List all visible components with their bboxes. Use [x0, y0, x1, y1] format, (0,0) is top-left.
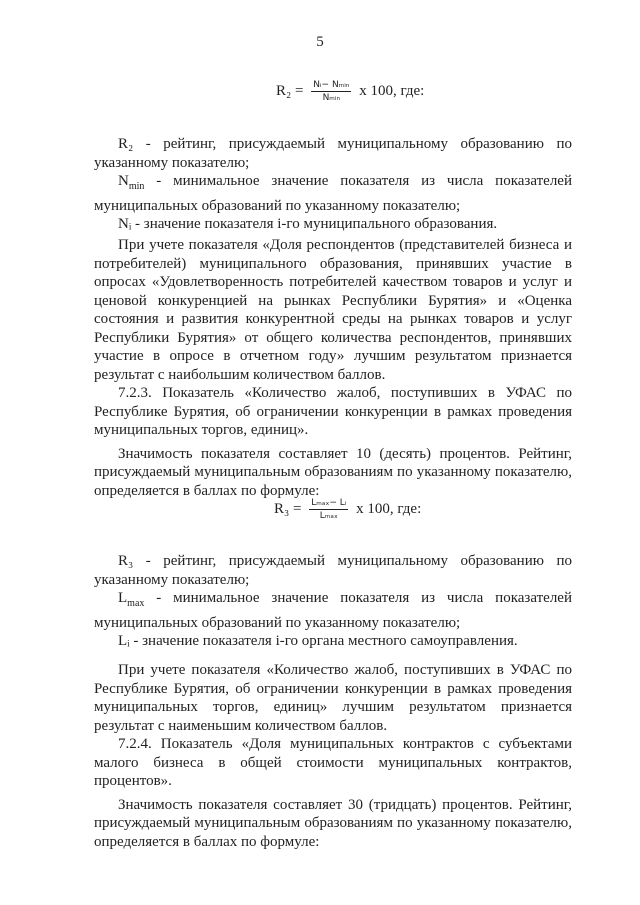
formula-r2 — [276, 80, 424, 103]
formula-tail: x 100, где: — [359, 83, 425, 99]
formula-numerator: Nᵢ− Nₘᵢₙ — [313, 80, 350, 90]
section-heading-7-2-4: 7.2.4. Показатель «Доля муниципальных контрактов с субъектами малого бизнеса в общей стоимости муниципальных контрактов, процентов». — [94, 736, 572, 789]
paragraph: Значимость показателя составляет 30 (тридцать) процентов. Рейтинг, присуждаемый муниципальным образованиям по указанному показателю, определяется в баллах по формуле: — [94, 796, 572, 850]
formula-denominator: Lₘₐₓ — [319, 511, 338, 521]
section-heading-7-2-3: 7.2.3. Показатель «Количество жалоб, поступивших в УФАС по Республике Бурятия, об ограничении конкуренции в рамках проведения муниципальных торгов, единиц». — [94, 385, 572, 438]
formula-fraction — [309, 498, 348, 521]
formula-tail: x 100, где: — [356, 501, 422, 517]
legend-item: R₂ - рейтинг, присуждаемый муниципальному образованию по указанному показателю; — [94, 136, 572, 171]
legend-item: $N_{min}$ - минимальное значение показателя из числа показателей муниципальных образований по указанному показателю; — [94, 173, 572, 214]
page-number: 5 — [316, 34, 324, 50]
main-text-block-1 — [94, 236, 572, 500]
legend-block-1 — [94, 135, 572, 234]
paragraph: Значимость показателя составляет 10 (десять) процентов. Рейтинг, присуждаемый муниципальным образованиям по указанному показателю, определяется в баллах по формуле: — [94, 445, 572, 499]
formula-numerator: Lₘₐₓ− Lᵢ — [311, 498, 347, 508]
formula-lhs: R₃ = — [274, 501, 302, 517]
formula-fraction — [311, 80, 351, 103]
formula-lhs: R₂ = — [276, 83, 304, 99]
formula-r3 — [274, 498, 421, 521]
legend-item: $L_{max}$ - минимальное значение показателя из числа показателей муниципальных образований по указанному показателю; — [94, 590, 572, 631]
main-text-block-2 — [94, 661, 572, 851]
legend-item: Lᵢ - значение показателя i-го органа местного самоуправления. — [118, 633, 518, 649]
formula-denominator: Nₘᵢₙ — [322, 93, 341, 103]
legend-item: R₃ - рейтинг, присуждаемый муниципальному образованию по указанному показателю; — [94, 553, 572, 588]
legend-block-2 — [94, 552, 572, 651]
legend-item: Nᵢ - значение показателя i-го муниципального образования. — [118, 216, 498, 232]
paragraph: При учете показателя «Количество жалоб, поступивших в УФАС по Республике Бурятия, об ограничении конкуренции в рамках проведения муниципальных торгов, единиц» лучшим результатом признается результат с наименьшим количеством баллов. — [94, 662, 572, 734]
paragraph: При учете показателя «Доля респондентов (представителей бизнеса и потребителей) муниципального образования, принявших участие в опросах «Удовлетворенность потребителей качеством товаров и услуг и ценовой конкуренцией на рынках Республики Бурятия» и «Оценка состояния и развития конкурентной среды на рынках товаров и услуг Республики Бурятия» от общего количества респондентов, принявших участие в опросе в отчетном году» лучшим результатом признается результат с наибольшим количеством баллов. — [94, 237, 572, 383]
